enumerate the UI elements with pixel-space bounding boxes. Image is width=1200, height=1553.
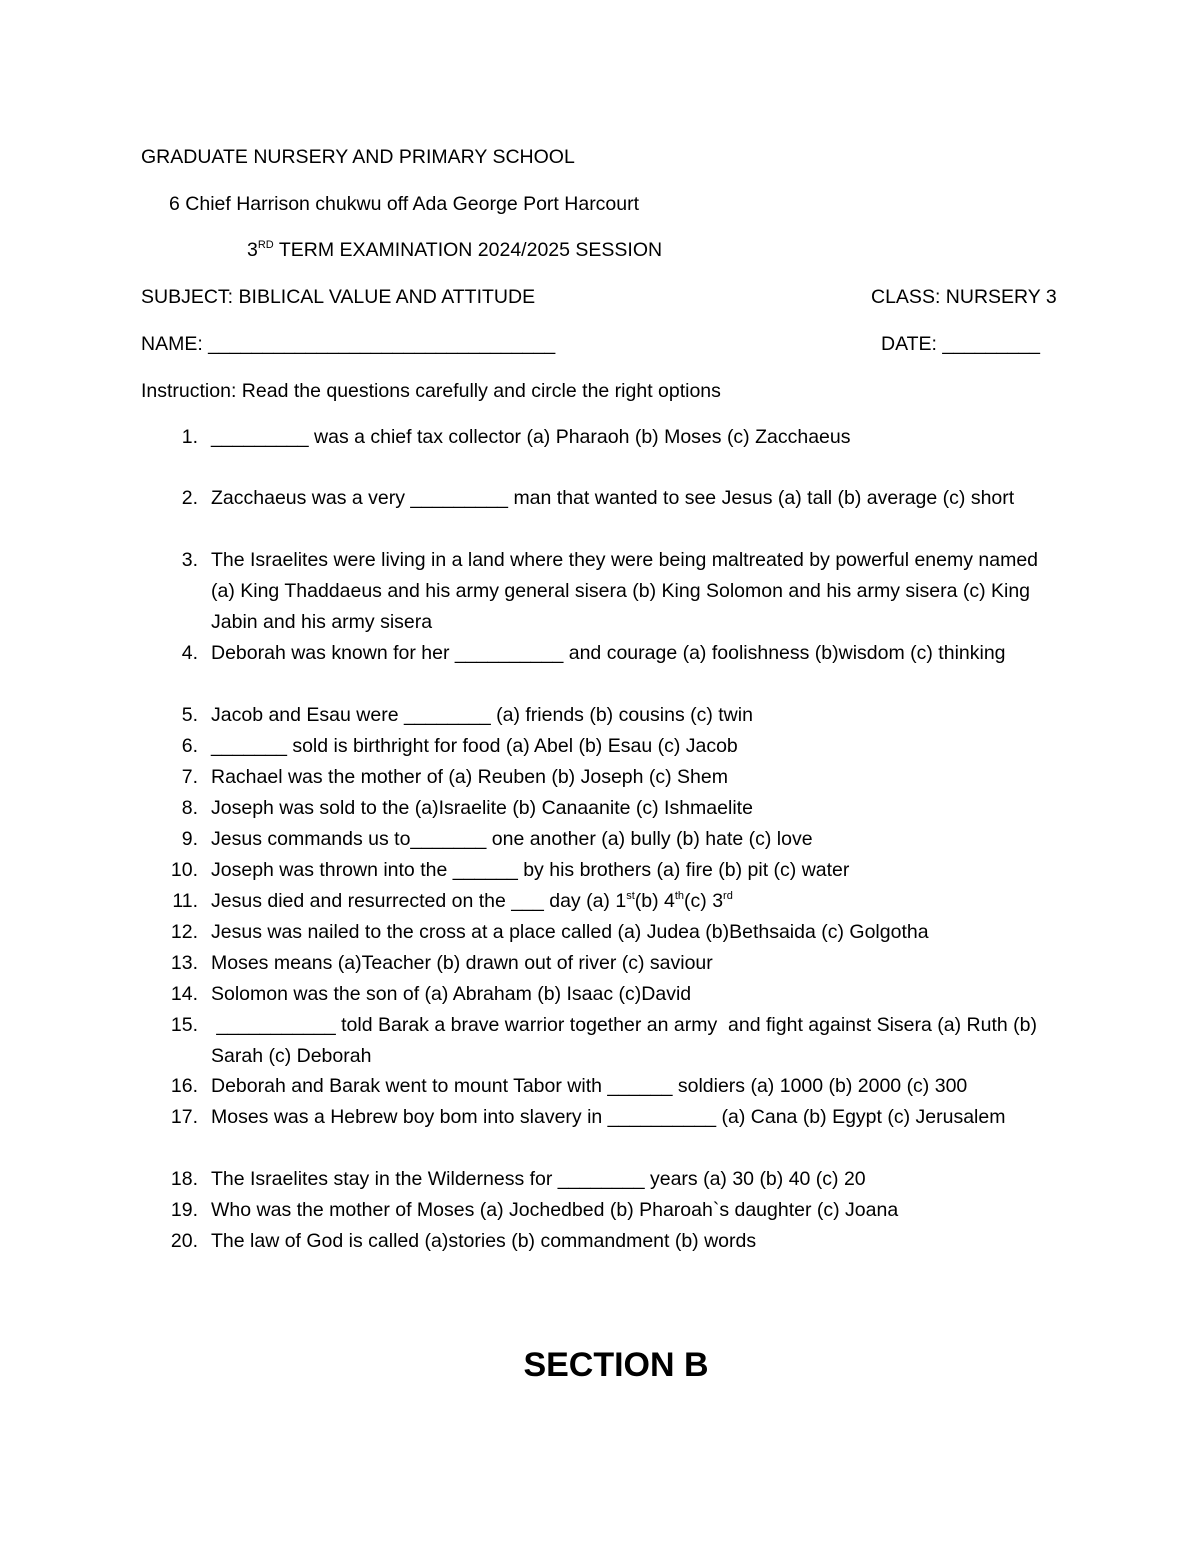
question-text: The Israelites stay in the Wilderness for ________ years (a) 30 (b) 40 (c) 20 (211, 1168, 866, 1190)
question-text: Deborah and Barak went to mount Tabor with ______ soldiers (a) 1000 (b) 2000 (c) 300 (211, 1075, 968, 1097)
school-name: GRADUATE NURSERY AND PRIMARY SCHOOL (141, 146, 575, 168)
question-number: 11. (172, 890, 198, 912)
question-number: 1. (181, 426, 198, 448)
question-text: The law of God is called (a)stories (b) commandment (b) words (211, 1230, 757, 1252)
question-text: Zacchaeus was a very _________ man that wanted to see Jesus (a) tall (b) average (c) short (211, 487, 1015, 509)
ordinal-suffix: rd (723, 890, 733, 902)
question-number: 15. (170, 1014, 198, 1036)
question-text: Moses was a Hebrew boy bom into slavery in __________ (a) Cana (b) Egypt (c) Jerusalem (211, 1106, 1006, 1128)
ordinal-suffix: th (674, 890, 685, 902)
question-text-part: (b) 4 (634, 890, 675, 912)
date-field: DATE: _________ (881, 333, 1040, 355)
question-number: 7. (181, 766, 198, 788)
question-number: 4. (181, 642, 198, 664)
question-number: 6. (181, 735, 198, 757)
question-number: 10. (170, 859, 198, 881)
question-number: 8. (181, 797, 198, 819)
question-text: Jesus was nailed to the cross at a place called (a) Judea (b)Bethsaida (c) Golgotha (211, 921, 929, 943)
exam-title-prefix: 3 (247, 239, 258, 261)
question-text: Who was the mother of Moses (a) Jochedbed (b) Pharoah`s daughter (c) Joana (211, 1199, 899, 1221)
question-number: 18. (170, 1168, 198, 1190)
question-text: ___________ told Barak a brave warrior together an army and fight against Sisera (a) Ruth (b) Sarah (c) Deborah (211, 1014, 1043, 1067)
question-number: 14. (170, 983, 198, 1005)
class-label: CLASS: NURSERY 3 (871, 286, 1057, 308)
question-text: Joseph was thrown into the ______ by his brothers (a) fire (b) pit (c) water (211, 859, 850, 881)
question-text-part: (c) 3 (684, 890, 724, 912)
instruction: Instruction: Read the questions carefully and circle the right options (141, 380, 721, 402)
question-number: 19. (170, 1199, 198, 1221)
exam-title-sup: RD (257, 239, 274, 251)
question-number: 20. (170, 1230, 198, 1252)
question-number: 5. (181, 704, 198, 726)
question-number: 16. (170, 1075, 198, 1097)
question-number: 9. (181, 828, 198, 850)
question-text: _________ was a chief tax collector (a) Pharaoh (b) Moses (c) Zacchaeus (211, 426, 851, 448)
question-text: The Israelites were living in a land where they were being maltreated by powerful enemy named (a) King Thaddaeus and his army general sisera (b) King Solomon and his army sisera (c) King Jabin and his army sisera (211, 549, 1044, 633)
question-number: 2. (181, 487, 198, 509)
question-text: Solomon was the son of (a) Abraham (b) Isaac (c)David (211, 983, 692, 1005)
question-number: 3. (181, 549, 198, 571)
question-text: Jesus commands us to_______ one another (a) bully (b) hate (c) love (211, 828, 813, 850)
question-number: 17. (170, 1106, 198, 1128)
section-b-heading: SECTION B (523, 1346, 709, 1384)
question-text-part: Jesus died and resurrected on the ___ day (a) 1 (211, 890, 627, 912)
exam-title-rest: TERM EXAMINATION 2024/2025 SESSION (273, 239, 663, 261)
question-text: Jacob and Esau were ________ (a) friends (b) cousins (c) twin (211, 704, 753, 726)
question-text: Joseph was sold to the (a)Israelite (b) Canaanite (c) Ishmaelite (211, 797, 753, 819)
school-address: 6 Chief Harrison chukwu off Ada George Port Harcourt (169, 193, 640, 215)
subject-label: SUBJECT: BIBLICAL VALUE AND ATTITUDE (141, 286, 536, 308)
question-text: Deborah was known for her __________ and courage (a) foolishness (b)wisdom (c) thinking (211, 642, 1006, 664)
question-text: Rachael was the mother of (a) Reuben (b) Joseph (c) Shem (211, 766, 728, 788)
question-number: 13. (170, 952, 198, 974)
question-text (211, 886, 1061, 917)
exam-title (247, 238, 662, 262)
question-text: _______ sold is birthright for food (a) Abel (b) Esau (c) Jacob (211, 735, 738, 757)
ordinal-suffix: st (626, 890, 635, 902)
question-number: 12. (170, 921, 198, 943)
question-text: Moses means (a)Teacher (b) drawn out of river (c) saviour (211, 952, 713, 974)
name-field: NAME: ________________________________ (141, 333, 556, 355)
